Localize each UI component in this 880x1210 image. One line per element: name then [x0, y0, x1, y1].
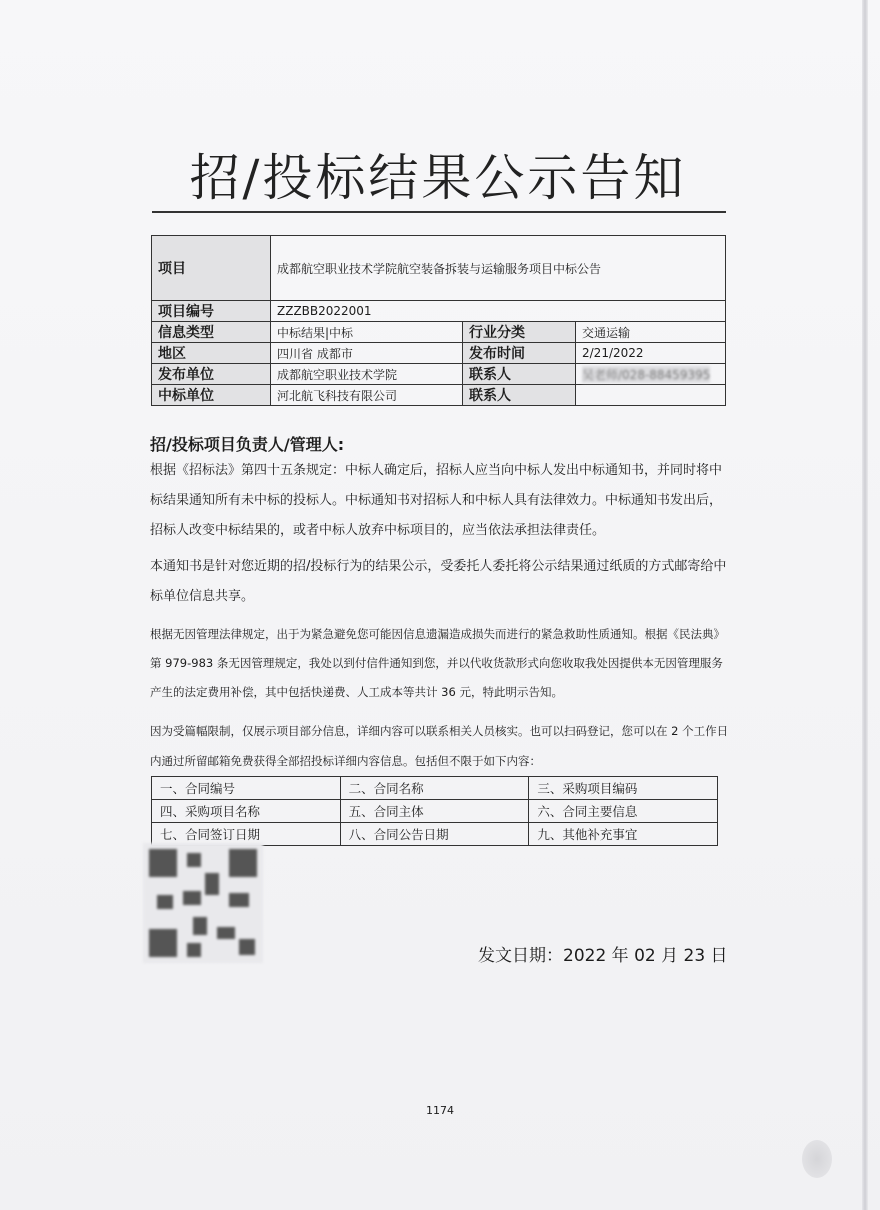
- paper-edge: [862, 0, 868, 1210]
- table-row: [152, 364, 726, 385]
- paragraph-1: 根据《招标法》第四十五条规定：中标人确定后，招标人应当向中标人发出中标通知书，并同时将中标结果通知所有未中标的投标人。中标通知书对招标人和中标人具有法律效力。中标通知书发出后，招标人改变中标结果的，或者中标人放弃中标项目的，应当依法承担法律责任。: [150, 463, 723, 538]
- qr-code-icon[interactable]: [143, 843, 263, 963]
- industry-value: 交通运输: [576, 322, 726, 343]
- region-value: 四川省 成都市: [271, 343, 463, 364]
- contact2-label: 联系人: [463, 385, 576, 406]
- contents-cell: 四、采购项目名称: [152, 800, 341, 823]
- region-label: 地区: [152, 343, 271, 364]
- paragraph-2: 本通知书是针对您近期的招/投标行为的结果公示，受委托人委托将公示结果通过纸质的方式邮寄给中标单位信息共享。: [150, 559, 727, 604]
- contents-cell: 八、合同公告日期: [340, 823, 529, 846]
- winner-value: 河北航飞科技有限公司: [271, 385, 463, 406]
- contents-cell: 三、采购项目编码: [529, 777, 718, 800]
- contents-cell: 七、合同签订日期: [152, 823, 341, 846]
- contact2-value: [576, 385, 726, 406]
- contents-cell: 二、合同名称: [340, 777, 529, 800]
- project-value: 成都航空职业技术学院航空装备拆装与运输服务项目中标公告: [271, 236, 726, 301]
- page-title: 招/投标结果公示告知: [189, 149, 687, 207]
- publisher-label: 发布单位: [152, 364, 271, 385]
- table-row: [152, 385, 726, 406]
- table-row: [152, 236, 726, 301]
- contact-cell: [576, 364, 726, 385]
- type-label: 信息类型: [152, 322, 271, 343]
- industry-label: 行业分类: [463, 322, 576, 343]
- table-row: [152, 777, 718, 800]
- title-underline: [152, 211, 726, 213]
- contact-label: 联系人: [463, 364, 576, 385]
- contents-cell: 一、合同编号: [152, 777, 341, 800]
- section-heading: 招/投标项目负责人/管理人:: [150, 435, 345, 454]
- table-row: [152, 800, 718, 823]
- winner-label: 中标单位: [152, 385, 271, 406]
- type-value: 中标结果|中标: [271, 322, 463, 343]
- issue-date: 发文日期：2022 年 02 月 23 日: [478, 946, 728, 966]
- contents-table: [151, 776, 718, 846]
- paragraph-4: 因为受篇幅限制，仅展示项目部分信息，详细内容可以联系相关人员核实。也可以扫码登记，您可以在 2 个工作日内通过所留邮箱免费获得全部招投标详细内容信息。包括但不限于如下内容：: [150, 724, 729, 768]
- contact-value: 吴老师/028-88459395: [582, 367, 711, 382]
- contents-cell: 六、合同主要信息: [529, 800, 718, 823]
- table-row: [152, 301, 726, 322]
- date-label: 发布时间: [463, 343, 576, 364]
- publisher-value: 成都航空职业技术学院: [271, 364, 463, 385]
- table-row: [152, 343, 726, 364]
- project-label: 项目: [152, 236, 271, 301]
- number-value: ZZZBB2022001: [271, 301, 726, 322]
- paragraph-3: 根据无因管理法律规定，出于为紧急避免您可能因信息遗漏造成损失而进行的紧急救助性质通知。根据《民法典》第 979-983 条无因管理规定，我处以到付信件通知到您，并以代收货款形式向您收取我处因提供本无因管理服务产生的法定费用补偿，其中包括快递费、人工成本等共计 36 元，特此明示告知。: [150, 627, 725, 699]
- contents-cell: 五、合同主体: [340, 800, 529, 823]
- date-value: 2/21/2022: [576, 343, 726, 364]
- info-table: [151, 235, 726, 406]
- page-number: 1174: [426, 1104, 454, 1117]
- contents-cell: 九、其他补充事宜: [529, 823, 718, 846]
- number-label: 项目编号: [152, 301, 271, 322]
- paper-mark: [802, 1140, 832, 1178]
- table-row: [152, 322, 726, 343]
